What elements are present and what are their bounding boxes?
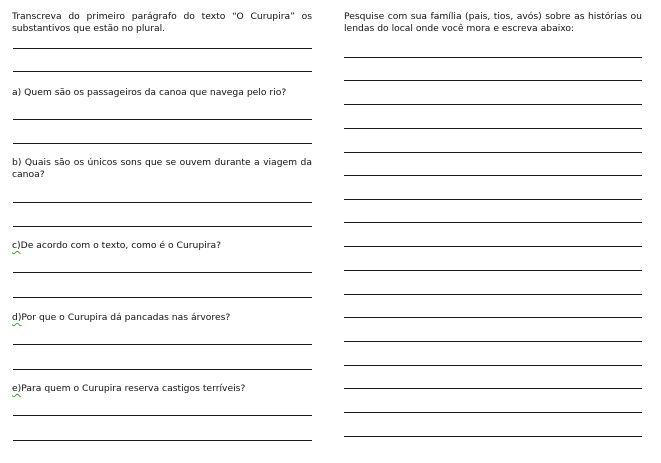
- answer-line[interactable]: [13, 440, 312, 441]
- answer-line[interactable]: [13, 202, 312, 203]
- answer-line[interactable]: [344, 341, 642, 342]
- answer-line[interactable]: [344, 199, 642, 200]
- answer-line[interactable]: [13, 119, 312, 120]
- question-e: [12, 383, 312, 395]
- answer-line[interactable]: [13, 344, 312, 345]
- question-e-text: Para quem o Curupira reserva castigos terríveis?: [21, 383, 246, 394]
- answer-line[interactable]: [13, 415, 312, 416]
- answer-line[interactable]: [13, 143, 312, 144]
- question-c-letter: c): [12, 240, 21, 251]
- question-d-letter: d): [12, 312, 22, 323]
- intro-instruction: Transcreva do primeiro parágrafo do texto “O Curupira” os substantivos que estão no plural.: [12, 11, 312, 34]
- answer-line[interactable]: [13, 369, 312, 370]
- question-d-text: Por que o Curupira dá pancadas nas árvores?: [21, 312, 231, 323]
- answer-line[interactable]: [344, 365, 642, 366]
- answer-line[interactable]: [13, 272, 312, 273]
- question-d: [12, 312, 312, 324]
- answer-line[interactable]: [344, 294, 642, 295]
- question-a: a) Quem são os passageiros da canoa que navega pelo rio?: [12, 87, 287, 98]
- answer-line[interactable]: [13, 297, 312, 298]
- research-instruction: Pesquise com sua família (pais, tios, avós) sobre as histórias ou lendas do local onde você mora e escreva abaixo:: [344, 11, 642, 34]
- answer-line[interactable]: [344, 57, 642, 58]
- answer-line[interactable]: [344, 128, 642, 129]
- answer-line[interactable]: [13, 226, 312, 227]
- answer-line[interactable]: [344, 246, 642, 247]
- question-e-letter: e): [12, 383, 22, 394]
- answer-line[interactable]: [13, 71, 312, 72]
- answer-line[interactable]: [344, 222, 642, 223]
- answer-line[interactable]: [344, 317, 642, 318]
- answer-line[interactable]: [344, 104, 642, 105]
- answer-line[interactable]: [344, 152, 642, 153]
- answer-line[interactable]: [344, 270, 642, 271]
- answer-line[interactable]: [344, 436, 642, 437]
- answer-line[interactable]: [13, 48, 312, 49]
- question-c-text: De acordo com o texto, como é o Curupira?: [20, 240, 222, 251]
- question-b: b) Quais são os únicos sons que se ouvem durante a viagem da canoa?: [12, 157, 312, 180]
- answer-line[interactable]: [344, 175, 642, 176]
- answer-line[interactable]: [344, 412, 642, 413]
- question-c: [12, 240, 312, 252]
- answer-line[interactable]: [344, 80, 642, 81]
- answer-line[interactable]: [344, 388, 642, 389]
